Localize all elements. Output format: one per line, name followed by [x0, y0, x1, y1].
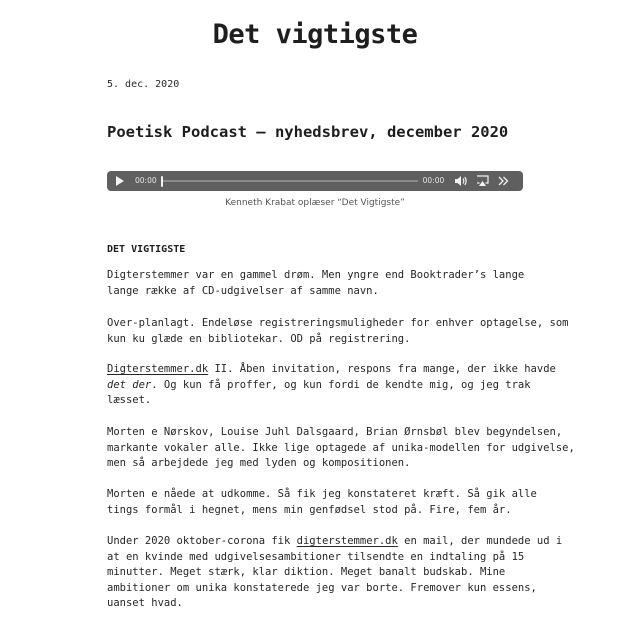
emphasis-text: det der — [107, 378, 152, 391]
paragraph-line: uanset hvad. — [107, 597, 183, 609]
paragraph-line: Morten e nåede at udkomme. Så fik jeg konstateret kræft. Så gik alle — [107, 488, 537, 500]
paragraph-line: tings formål i hegnet, mens min genfødsel stod på. Fire, fem år. — [107, 503, 512, 516]
volume-icon[interactable] — [454, 175, 468, 187]
audio-total-time: 00:00 — [422, 176, 445, 185]
paragraph-2 — [107, 316, 569, 347]
paragraph-line — [107, 534, 563, 550]
audio-caption: Kenneth Krabat oplæser “Det Vigtigste” — [225, 198, 405, 208]
paragraph-line: kun ku glæde en bibliotekar. OD på registrering. — [107, 332, 411, 345]
paragraph-line: læsset. — [107, 394, 152, 406]
post-date: 5. dec. 2020 — [107, 79, 180, 90]
digterstemmer-link[interactable]: Digterstemmer.dk — [107, 363, 209, 375]
paragraph-line: ambitioner om unika konstaterede jeg var borte. Fremover kun essens, — [107, 581, 537, 594]
paragraph-line — [107, 378, 531, 394]
paragraph-3 — [107, 362, 556, 409]
section-heading: DET VIGTIGSTE — [107, 244, 186, 255]
paragraph-text: II. Åben invitation, respons fra mange, der ikke havde — [208, 363, 556, 375]
digterstemmer-link[interactable]: digterstemmer.dk — [296, 535, 398, 547]
paragraph-line — [107, 362, 556, 378]
audio-current-time: 00:00 — [135, 176, 157, 185]
paragraph-line: Digterstemmer var en gammel drøm. Men yngre end Booktrader’s lange — [107, 269, 525, 281]
play-icon[interactable] — [116, 176, 124, 186]
paragraph-line: at en kvinde med udgivelsesambitioner tilsendte en indtaling på 15 — [107, 550, 525, 563]
paragraph-line: Over-planlagt. Endeløse registreringsmuligheder for enhver optagelse, som — [107, 317, 569, 329]
paragraph-line: men så arbejdede jeg med lyden og kompositionen. — [107, 457, 411, 469]
paragraph-4 — [107, 425, 575, 472]
post-title: Poetisk Podcast – nyhedsbrev, december 2020 — [107, 123, 509, 141]
chevron-double-right-icon[interactable] — [497, 175, 509, 187]
paragraph-text: Under 2020 oktober-corona fik — [107, 535, 297, 547]
paragraph-text: . Og kun få proffer, og kun fordi de kendte mig, og jeg trak — [151, 378, 531, 391]
audio-progress-bar[interactable] — [163, 180, 418, 182]
paragraph-text: en mail, der mundede ud i — [397, 535, 563, 547]
paragraph-line: minutter. Meget stærk, klar diktion. Meget banalt budskab. Mine — [107, 566, 506, 578]
airplay-icon[interactable] — [476, 175, 489, 187]
paragraph-1 — [107, 268, 527, 299]
paragraph-line: lange række af CD-udgivelser af samme navn. — [107, 284, 379, 297]
audio-player — [107, 171, 523, 191]
site-title[interactable]: Det vigtigste — [212, 19, 418, 50]
paragraph-line: Morten e Nørskov, Louise Juhl Dalsgaard, Brian Ørnsbøl blev begyndelsen, — [107, 426, 563, 438]
paragraph-5 — [107, 487, 537, 518]
paragraph-line: markante vokaler alle. Ikke lige optagede af unika-modellen for udgivelse, — [107, 441, 575, 454]
paragraph-6 — [107, 534, 563, 612]
